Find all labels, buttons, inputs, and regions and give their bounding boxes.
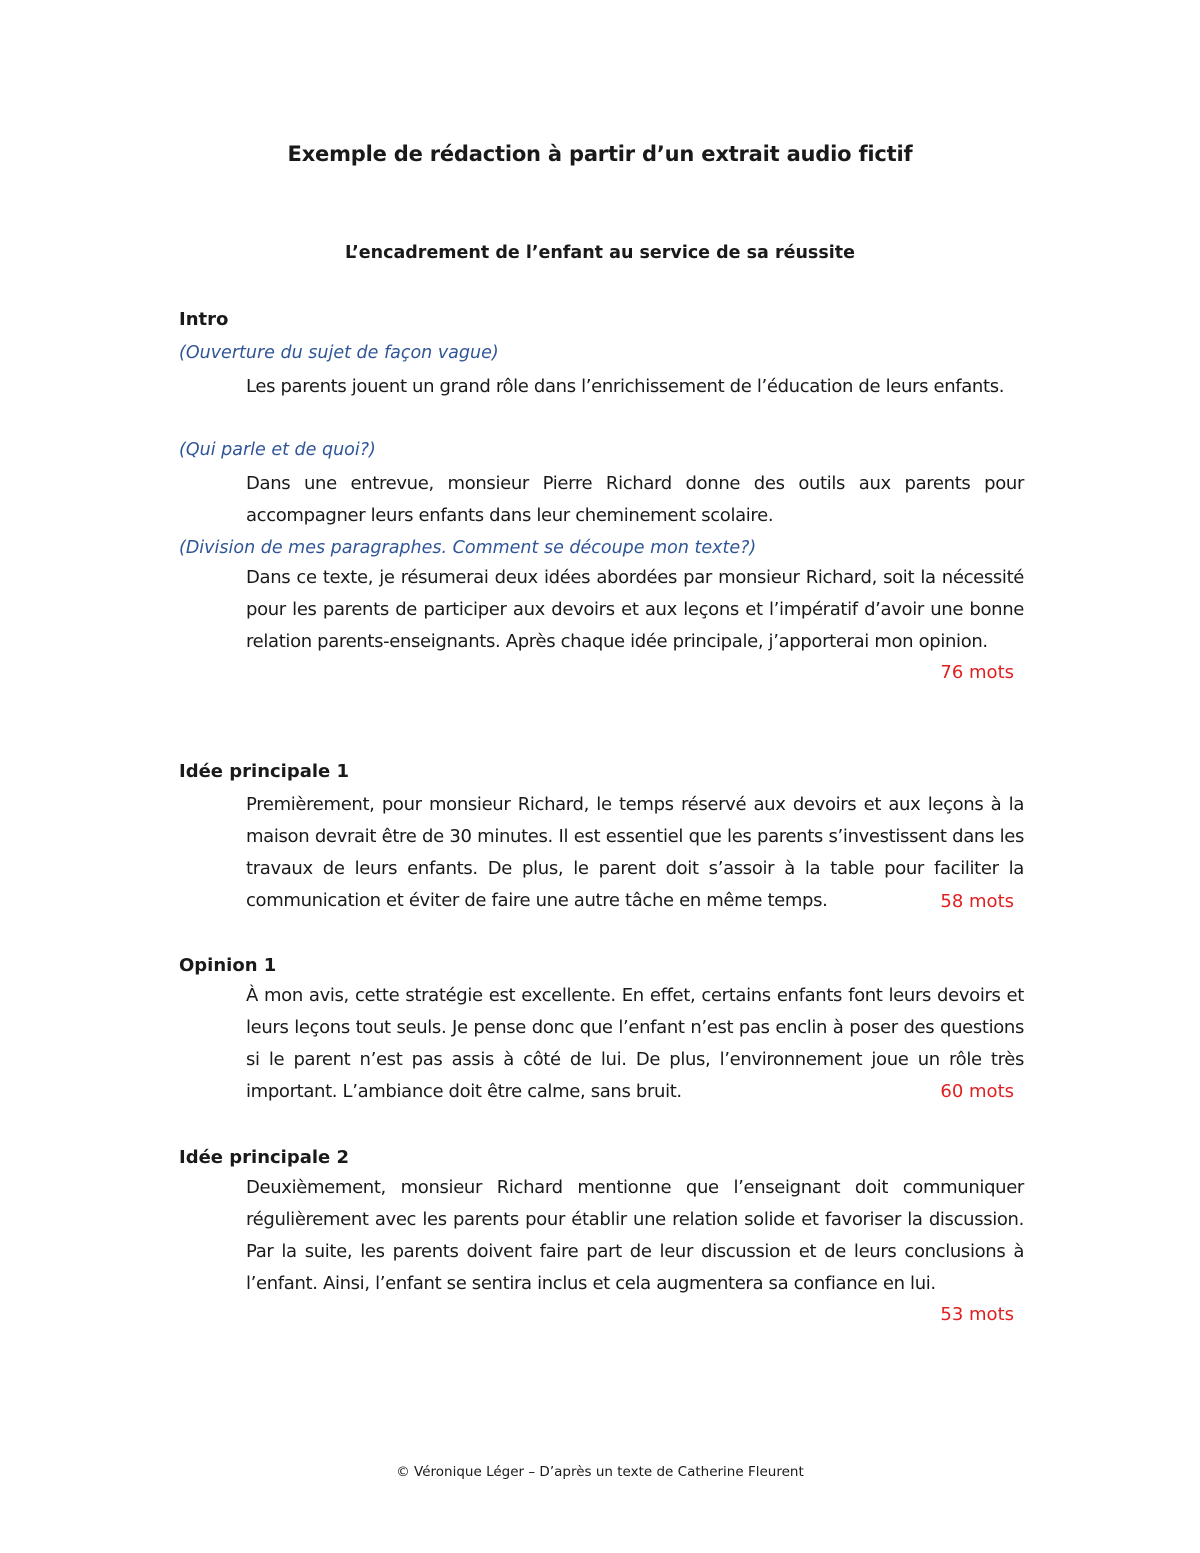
idea-2-word-count: 53 mots: [940, 1304, 1014, 1325]
intro-note-division: (Division de mes paragraphes. Comment se découpe mon texte?): [179, 538, 757, 558]
opinion-1-heading: Opinion 1: [179, 955, 277, 976]
intro-paragraph-speaker: Dans une entrevue, monsieur Pierre Richard donne des outils aux parents pour accompagner leurs enfants dans leur cheminement scolaire.: [246, 473, 1024, 526]
opinion-1-word-count: 60 mots: [940, 1081, 1014, 1102]
intro-heading: Intro: [179, 309, 229, 330]
intro-note-opening: (Ouverture du sujet de façon vague): [179, 343, 499, 363]
opinion-1-paragraph: À mon avis, cette stratégie est excellente. En effet, certains enfants font leurs devoirs et leurs leçons tout seuls. Je pense donc que l’enfant n’est pas enclin à poser des questions si le parent n’est pas assis à côté de lui. De plus, l’environnement joue un rôle très important. L’ambiance doit être calme, sans bruit.: [246, 985, 1024, 1102]
idea-1-word-count: 58 mots: [940, 891, 1014, 912]
intro-paragraph-opening: Les parents jouent un grand rôle dans l’enrichissement de l’éducation de leurs enfants.: [246, 376, 1005, 397]
idea-2-paragraph: Deuxièmement, monsieur Richard mentionne que l’enseignant doit communiquer régulièrement avec les parents pour établir une relation solide et favoriser la discussion. Par la suite, les parents doivent faire part de leur discussion et de leurs conclusions à l’enfant. Ainsi, l’enfant se sentira inclus et cela augmentera sa confiance en lui.: [246, 1177, 1024, 1294]
intro-note-speaker: (Qui parle et de quoi?): [179, 440, 376, 460]
document-footer: © Véronique Léger – D’après un texte de Catherine Fleurent: [396, 1464, 804, 1480]
intro-paragraph-division: Dans ce texte, je résumerai deux idées abordées par monsieur Richard, soit la nécessité pour les parents de participer aux devoirs et aux leçons et l’impératif d’avoir une bonne relation parents-enseignants. Après chaque idée principale, j’apporterai mon opinion.: [246, 567, 1024, 652]
idea-1-heading: Idée principale 1: [179, 761, 350, 782]
idea-1-paragraph: Premièrement, pour monsieur Richard, le temps réservé aux devoirs et aux leçons à la maison devrait être de 30 minutes. Il est essentiel que les parents s’investissent dans les travaux de leurs enfants. De plus, le parent doit s’assoir à la table pour faciliter la communication et éviter de faire une autre tâche en même temps.: [246, 794, 1024, 911]
document-title: Exemple de rédaction à partir d’un extrait audio fictif: [287, 142, 913, 166]
document-subtitle: L’encadrement de l’enfant au service de sa réussite: [345, 243, 855, 263]
intro-word-count: 76 mots: [940, 662, 1014, 683]
idea-2-heading: Idée principale 2: [179, 1147, 350, 1168]
